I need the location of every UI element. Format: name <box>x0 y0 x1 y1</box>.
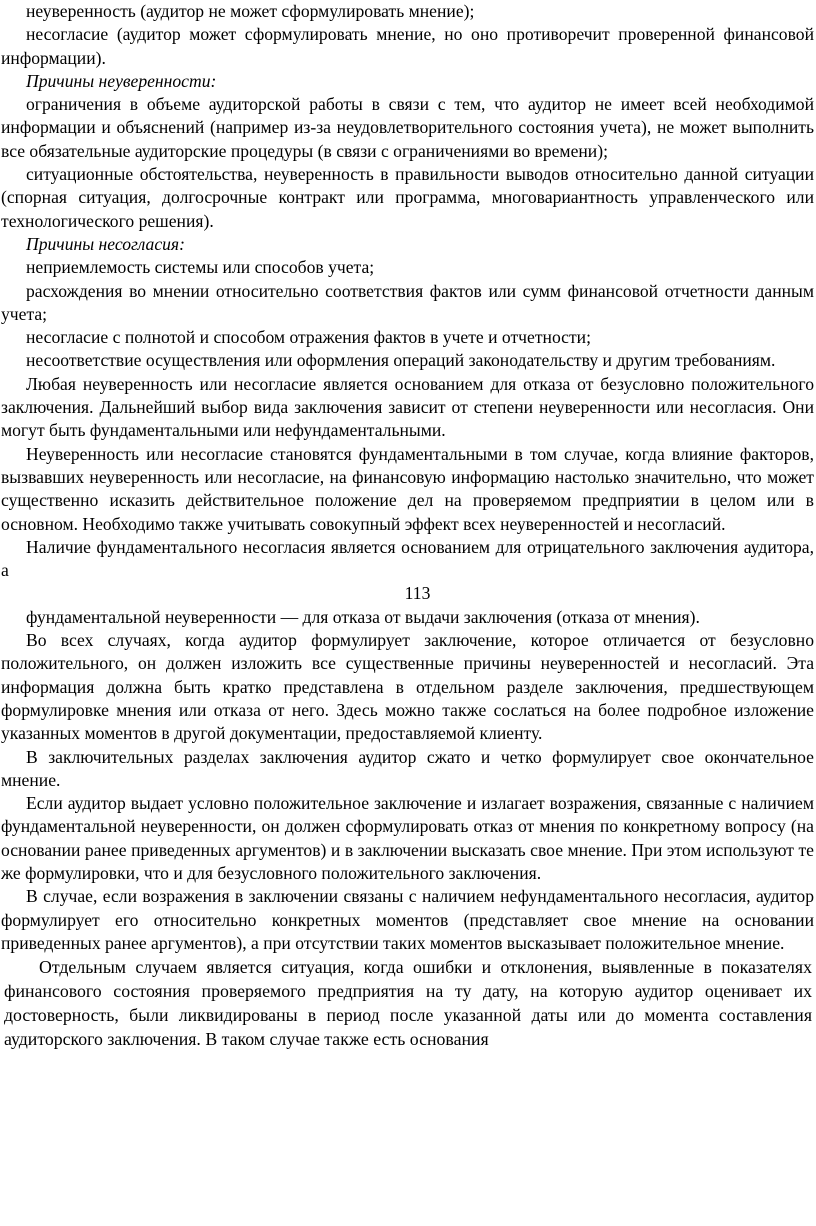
paragraph-noncompliance: несоответствие осуществления или оформления операций законодательству и другим требованиям. <box>26 350 776 371</box>
paragraph-opinion-discrepancies: расхождения во мнении относительно соответствия фактов или сумм финансовой отчетности данным учета; <box>1 280 814 324</box>
paragraph-disagreement-definition: несогласие (аудитор может сформулировать мнение, но оно противоречит проверенной финансовой информации). <box>1 24 814 68</box>
heading-uncertainty-causes: Причины неуверенности: <box>26 70 217 91</box>
page-number: 113 <box>404 583 431 604</box>
paragraph-fundamental-disagreement: Наличие фундаментального несогласия является основанием для отрицательного заключения аудитора, а <box>1 536 814 581</box>
paragraph-completeness-disagreement: несогласие с полнотой и способом отражения фактов в учете и отчетности; <box>26 327 591 348</box>
paragraph-fundamental-uncertainty: Неуверенность или несогласие становятся фундаментальными в том случае, когда влияние факторов, вызвавших неуверенность или несогласие, на финансовую информацию настолько значительно, что может существенно исказить действительное положение дел на проверяемом предприятии в целом или в основном. Необходимо также учитывать совокупный эффект всех неуверенностей и несогласий. <box>1 443 814 534</box>
paragraph-unacceptable-system: неприемлемость системы или способов учета; <box>26 257 375 278</box>
heading-disagreement-causes: Причины несогласия: <box>26 233 185 254</box>
paragraph-all-cases: Во всех случаях, когда аудитор формулирует заключение, которое отличается от безусловно положительного, он должен изложить все существенные причины неуверенностей и несогласий. Эта информация должна быть кратко представлена в отдельном разделе заключения, предшествующем формулировке мнения или отказа от него. Здесь можно также сослаться на более подробное изложение указанных моментов в другой документации, предоставляемой клиенту. <box>1 630 814 744</box>
paragraph-nonfundamental-disagreement: В случае, если возражения в заключении связаны с наличием нефундаментального несогласия, аудитор формулирует его относительно конкретных моментов (представляет свое мнение на основании приведенных ранее аргументов), а при отсутствии таких моментов высказывает положительное мнение. <box>1 886 814 953</box>
paragraph-conditional-opinion: Если аудитор выдает условно положительное заключение и излагает возражения, связанные с наличием фундаментальной неуверенности, он должен сформулировать отказ от мнения по конкретному вопросу (на основании ранее приведенных аргументов) и в заключении высказать свое мнение. При этом используют те же формулировки, что и для безусловного положительного заключения. <box>1 793 814 883</box>
paragraph-separate-case: Отдельным случаем является ситуация, когда ошибки и отклонения, выявленные в показателях финансового состояния проверяемого предприятия на ту дату, на которую аудитор оценивает их достоверность, были ликвидированы в период после указанной даты или до момента составления аудиторского заключения. В таком случае также есть основания <box>4 957 812 1050</box>
paragraph-situational-circumstances: ситуационные обстоятельства, неуверенность в правильности выводов относительно данной ситуации (спорная ситуация, долгосрочные контракт или программа, многовариантность управленческого или технологического решения). <box>1 164 814 231</box>
paragraph-scope-limitations: ограничения в объеме аудиторской работы в связи с тем, что аудитор не имеет всей необходимой информации и объяснений (например из-за неудовлетворительного состояния учета), не может выполнить все обязательные аудиторские процедуры (в связи с ограничениями во времени); <box>1 94 814 161</box>
paragraph-any-uncertainty: Любая неуверенность или несогласие является основанием для отказа от безусловно положительного заключения. Дальнейший выбор вида заключения зависит от степени неуверенности или несогласия. Они могут быть фундаментальными или нефундаментальными. <box>1 373 814 441</box>
paragraph-uncertainty-definition: неуверенность (аудитор не может сформулировать мнение); <box>26 1 475 21</box>
paragraph-fundamental-uncertainty-refusal: фундаментальной неуверенности — для отказа от выдачи заключения (отказа от мнения). <box>26 606 700 627</box>
paragraph-final-sections: В заключительных разделах заключения аудитор сжато и четко формулирует свое окончательное мнение. <box>1 746 814 790</box>
